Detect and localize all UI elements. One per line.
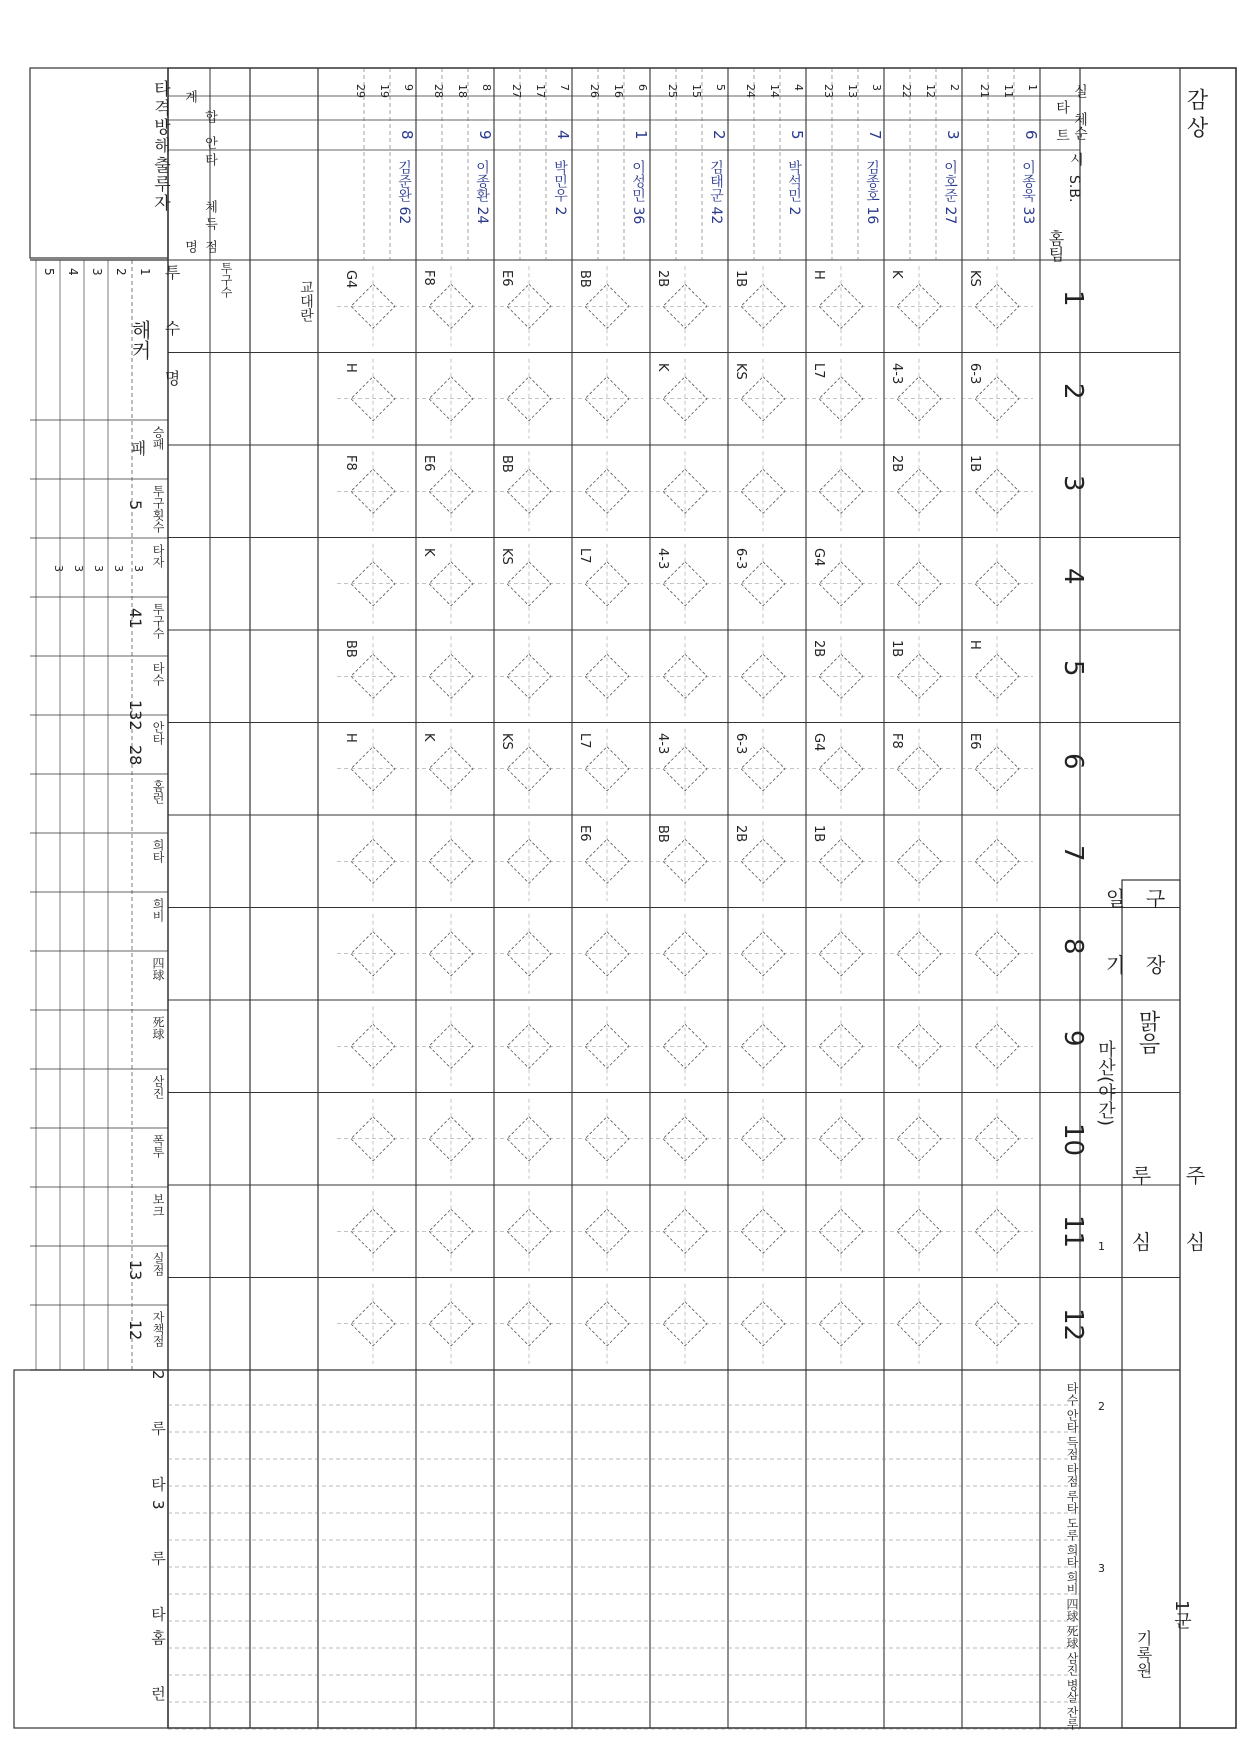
stat-header-12: 잔루 xyxy=(1065,1706,1079,1730)
inning-number-9: 9 xyxy=(1058,1030,1088,1047)
hand-pitcher1-ab: 28 xyxy=(126,745,145,766)
hand-score-mark: 4-3 xyxy=(889,362,904,384)
hand-pos-3: 7 xyxy=(866,130,884,140)
hand-score-mark: 2B xyxy=(811,640,826,658)
pitcher-col-7: 희타 xyxy=(151,839,165,863)
order-num-27: 27 xyxy=(510,84,523,98)
stat-header-0: 타수 xyxy=(1065,1382,1079,1406)
hand-score-mark: E6 xyxy=(499,270,514,287)
hand-referee1: 기록원 xyxy=(1134,1630,1153,1678)
label-pitcher-myeong: 명 xyxy=(162,370,181,386)
stat-header-1: 안타 xyxy=(1065,1409,1079,1433)
pitcher-third-3: 3 xyxy=(72,565,85,572)
hand-name-9: 김준완 62 xyxy=(396,160,412,225)
hand-score-mark: KS xyxy=(499,732,514,750)
order-num-7: 7 xyxy=(558,84,571,91)
hand-score-mark: H xyxy=(343,732,358,743)
stat-header-11: 병살 xyxy=(1065,1679,1079,1703)
order-num-13: 13 xyxy=(846,84,859,98)
order-num-28: 28 xyxy=(432,84,445,98)
hand-score-mark: K xyxy=(889,270,904,279)
stat-header-2: 득점 xyxy=(1065,1436,1079,1460)
inning-number-10: 10 xyxy=(1058,1122,1088,1156)
label-ilgi: 일 기 xyxy=(1102,888,1126,995)
order-num-18: 18 xyxy=(456,84,469,98)
hand-score-mark: G4 xyxy=(811,732,826,752)
order-num-14: 14 xyxy=(768,84,781,98)
hand-team-name: 홈팀 xyxy=(1046,230,1065,262)
hand-name-7: 박민우 2 xyxy=(552,160,568,216)
header-strip xyxy=(1180,68,1236,1728)
hand-stadium: 마산(야간) xyxy=(1095,1040,1116,1127)
pitcher-col-4: 타수 xyxy=(151,662,165,686)
inning-number-7: 7 xyxy=(1058,845,1088,862)
col-sil: 실 xyxy=(1072,84,1088,98)
label-gujang: 구 장 xyxy=(1142,888,1166,995)
pitcher-third-0: 3 xyxy=(132,565,145,572)
inning-number-4: 4 xyxy=(1058,567,1088,585)
col-chesun: 체순 xyxy=(1072,112,1088,140)
hand-pitcher1-pitches: 132 xyxy=(126,700,145,731)
hand-name-8: 이종환 24 xyxy=(474,160,490,225)
pitcher-col-10: 死球 xyxy=(151,1016,165,1040)
hand-pos-7: 4 xyxy=(554,130,572,140)
hand-score-mark: K xyxy=(421,732,436,742)
hand-score-mark: L7 xyxy=(577,732,592,749)
pitcher-col-15: 자책점 xyxy=(151,1311,165,1347)
grid-lines xyxy=(14,68,1236,1729)
order-num-2: 2 xyxy=(948,84,961,91)
order-num-29: 29 xyxy=(354,84,367,98)
label-rusim-3: 3 xyxy=(1098,1562,1105,1575)
pitcher-row-3: 3 xyxy=(90,268,104,276)
stat-header-6: 희타 xyxy=(1065,1544,1079,1568)
hand-score-mark: E6 xyxy=(967,732,982,750)
hand-pos-2: 3 xyxy=(944,130,962,140)
inning-number-6: 6 xyxy=(1058,752,1088,770)
inning-number-8: 8 xyxy=(1058,937,1088,955)
hand-score-mark: 4-3 xyxy=(655,547,670,569)
hand-name-2: 이호준 27 xyxy=(942,160,958,225)
hand-score-mark: K xyxy=(421,547,436,557)
hand-score-mark: 1B xyxy=(967,455,982,473)
col-sb: S.B. xyxy=(1066,175,1082,203)
order-num-6: 6 xyxy=(636,84,649,91)
label-gyodae: 교대란 xyxy=(298,280,314,322)
order-num-21: 21 xyxy=(978,84,991,98)
hand-score-mark: BB xyxy=(577,270,592,289)
hand-name-1: 이종욱 33 xyxy=(1020,160,1036,225)
pitcher-col-14: 실점 xyxy=(151,1252,165,1276)
order-num-16: 16 xyxy=(612,84,625,98)
pitcher-col-9: 四球 xyxy=(151,957,165,981)
pitcher-row-4: 4 xyxy=(66,268,80,276)
pitcher-col-8: 희비 xyxy=(151,898,165,922)
order-num-11: 11 xyxy=(1002,84,1015,98)
hand-score-mark: K xyxy=(655,362,670,372)
hand-score-mark: F8 xyxy=(343,455,358,471)
hand-score-mark: L7 xyxy=(577,547,592,564)
hand-score-mark: 1B xyxy=(889,640,904,658)
hand-score-mark: KS xyxy=(499,547,514,565)
hand-score-mark: H xyxy=(343,362,358,373)
pitcher-third-1: 3 xyxy=(112,565,125,572)
totals-anta: 안 타 xyxy=(202,136,217,167)
label-rusim-1: 1 xyxy=(1098,1240,1105,1253)
hand-name-6: 이성민 36 xyxy=(630,160,646,225)
inning-number-3: 3 xyxy=(1058,475,1088,492)
hand-score-mark: E6 xyxy=(577,825,592,842)
hand-score-mark: 1B xyxy=(811,825,826,843)
hand-pitcher1-runs: 13 xyxy=(126,1260,145,1281)
pitcher-col-3: 투구수 xyxy=(151,603,165,639)
hand-pitcher1-name: 해커 xyxy=(128,320,152,360)
label-hr: 홈 런 xyxy=(149,1630,167,1719)
label-2b: 2 루 타 xyxy=(149,1370,167,1510)
hand-pitcher1-result: 패 xyxy=(128,440,147,456)
stat-header-4: 루타 xyxy=(1065,1490,1079,1514)
order-num-17: 17 xyxy=(534,84,547,98)
order-num-4: 4 xyxy=(792,84,805,91)
order-num-9: 9 xyxy=(402,84,415,91)
hand-score-mark: BB xyxy=(655,825,670,844)
label-pitcher-su: 수 xyxy=(162,320,181,336)
order-num-8: 8 xyxy=(480,84,493,91)
hand-score-mark: KS xyxy=(967,270,982,288)
col-si: 시 xyxy=(1068,152,1084,166)
hand-score-mark: BB xyxy=(499,455,514,474)
hand-score-mark: 2B xyxy=(733,825,748,843)
hand-score-mark: L7 xyxy=(811,362,826,379)
order-num-26: 26 xyxy=(588,84,601,98)
hand-score-mark: 1B xyxy=(733,270,748,288)
hand-score-mark: 4-3 xyxy=(655,732,670,754)
totals-chedeuk: 체 득 xyxy=(202,200,217,231)
pitcher-col-6: 홈런 xyxy=(151,780,165,804)
label-gam: 감 xyxy=(1183,88,1208,110)
hand-pos-5: 2 xyxy=(710,130,728,140)
pitcher-col-12: 폭투 xyxy=(151,1134,165,1158)
col-teu: 트 xyxy=(1054,128,1070,142)
pitcher-row-2: 2 xyxy=(114,268,128,276)
hand-pos-8: 9 xyxy=(476,130,494,140)
inning-number-5: 5 xyxy=(1058,660,1088,677)
order-num-24: 24 xyxy=(744,84,757,98)
pitcher-third-2: 3 xyxy=(92,565,105,572)
totals-gye: 계 xyxy=(182,90,197,103)
hand-pos-4: 5 xyxy=(788,130,806,140)
order-num-25: 25 xyxy=(666,84,679,98)
stat-header-9: 死球 xyxy=(1065,1625,1079,1649)
label-jusim: 주 심 xyxy=(1182,1165,1206,1272)
col-ta: 타 xyxy=(1054,100,1070,114)
hand-score-mark: KS xyxy=(733,362,748,380)
inning-number-11: 11 xyxy=(1058,1215,1088,1249)
hand-name-4: 박석민 2 xyxy=(786,160,802,216)
label-interference: 타격방해출루자 xyxy=(150,80,170,213)
hand-score-mark: 2B xyxy=(889,455,904,473)
hand-pos-6: 1 xyxy=(632,130,650,140)
hand-score-mark: 2B xyxy=(655,270,670,288)
pitcher-third-4: 3 xyxy=(52,565,65,572)
pitcher-row-1: 1 xyxy=(138,268,152,276)
hand-score-mark: 6-3 xyxy=(733,547,748,569)
hand-score-mark: F8 xyxy=(421,270,436,286)
inning-number-1: 1 xyxy=(1058,290,1088,307)
hand-score-mark: H xyxy=(967,640,982,651)
hand-name-5: 김태군 42 xyxy=(708,160,724,225)
order-num-1: 1 xyxy=(1026,84,1039,91)
pitcher-col-2: 타자 xyxy=(151,544,165,568)
pitcher-col-13: 보크 xyxy=(151,1193,165,1217)
inning-number-12: 12 xyxy=(1058,1307,1088,1341)
order-num-3: 3 xyxy=(870,84,883,91)
totals-jeom: 점 xyxy=(202,240,217,253)
hand-score-mark: G4 xyxy=(811,547,826,567)
order-num-5: 5 xyxy=(714,84,727,91)
pitcher-col-11: 삼진 xyxy=(151,1075,165,1099)
hand-score-mark: 6-3 xyxy=(733,732,748,754)
hand-team: 1군 xyxy=(1171,1600,1192,1630)
hand-score-mark: F8 xyxy=(889,732,904,749)
hand-score-mark: 6-3 xyxy=(967,362,982,384)
hand-pitcher1-er: 12 xyxy=(126,1320,145,1341)
hand-pos-9: 8 xyxy=(398,130,416,140)
hand-score-mark: H xyxy=(811,270,826,281)
hand-pos-1: 6 xyxy=(1022,130,1040,140)
label-rusim-2: 2 xyxy=(1098,1400,1105,1413)
hand-pitcher1-innings: 5 xyxy=(126,500,145,511)
hand-score-mark: BB xyxy=(343,640,358,659)
hand-name-3: 김종호 16 xyxy=(864,160,880,225)
hand-score-mark: E6 xyxy=(421,455,436,472)
label-dok: 상 xyxy=(1183,116,1208,138)
totals-hap: 합 xyxy=(202,110,217,123)
order-num-19: 19 xyxy=(378,84,391,98)
label-3b: 3 루 타 xyxy=(149,1500,167,1640)
totals-pitch-count: 투구수 xyxy=(219,262,233,298)
pitcher-col-0: 승패 xyxy=(151,426,165,450)
order-num-22: 22 xyxy=(900,84,913,98)
label-pitcher-tu: 투 xyxy=(162,264,181,280)
stat-header-5: 도루 xyxy=(1065,1517,1079,1541)
stat-header-3: 타점 xyxy=(1065,1463,1079,1487)
bottom-left-box xyxy=(14,1370,168,1728)
label-rusim: 루 심 xyxy=(1128,1165,1152,1272)
hand-weather: 맑음 xyxy=(1135,1010,1160,1054)
stat-header-7: 희비 xyxy=(1065,1571,1079,1595)
stat-header-8: 四球 xyxy=(1065,1598,1079,1622)
pitcher-col-5: 안타 xyxy=(151,721,165,745)
totals-myeong: 명 xyxy=(182,240,197,253)
inning-number-2: 2 xyxy=(1058,382,1088,400)
pitcher-row-5: 5 xyxy=(42,268,56,276)
order-num-15: 15 xyxy=(690,84,703,98)
order-num-23: 23 xyxy=(822,84,835,98)
hand-score-mark: G4 xyxy=(343,270,358,289)
stat-header-10: 삼진 xyxy=(1065,1652,1079,1676)
pitcher-col-1: 투구횟수 xyxy=(151,485,165,533)
hand-pitcher1-batters: 41 xyxy=(126,608,145,629)
order-num-12: 12 xyxy=(924,84,937,98)
